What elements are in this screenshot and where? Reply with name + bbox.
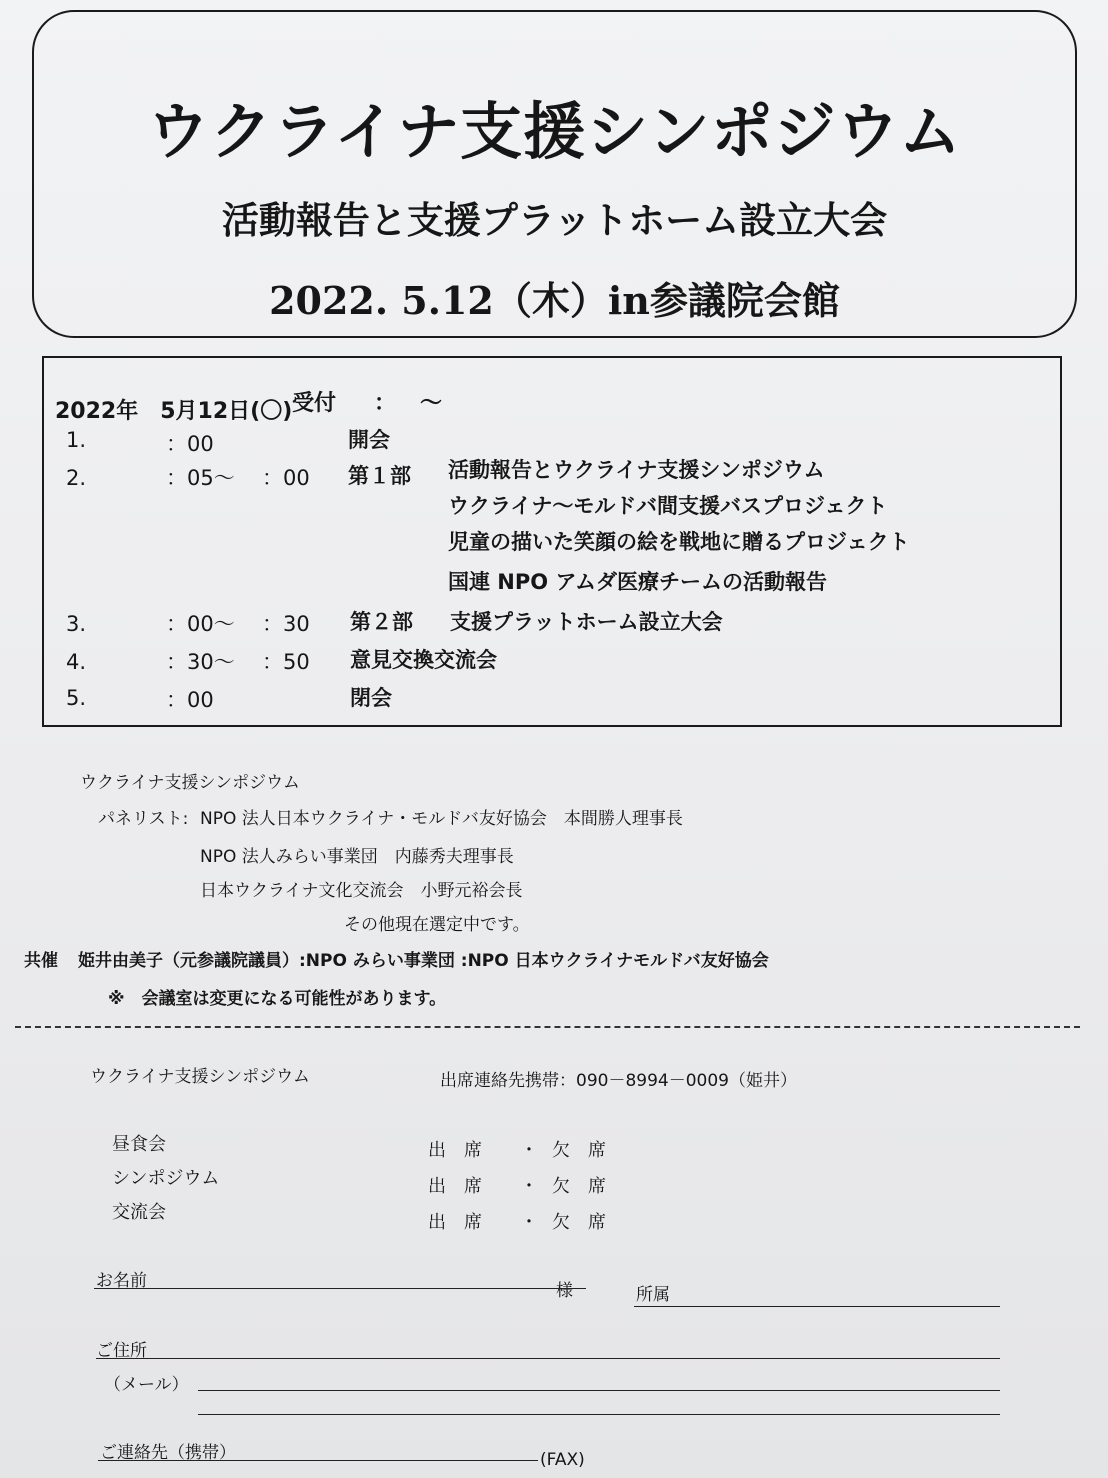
program-session-title: 国連 NPO アムダ医療チームの活動報告 bbox=[448, 570, 827, 594]
absent-option[interactable]: 欠 席 bbox=[552, 1176, 606, 1197]
event-date-venue: 2022. 5.12（木）in参議院会館 bbox=[269, 278, 840, 323]
program-item-number: 2. bbox=[66, 466, 87, 490]
program-item-number: 1. bbox=[66, 428, 87, 452]
attend-option[interactable]: 出 席 bbox=[428, 1212, 482, 1233]
address-label: ご住所 bbox=[96, 1341, 147, 1361]
attend-option[interactable]: 出 席 bbox=[428, 1176, 482, 1197]
attend-option[interactable]: 出 席 bbox=[428, 1140, 482, 1161]
panelists-others: その他現在選定中です。 bbox=[344, 915, 530, 935]
program-item-start: ：05～ bbox=[166, 466, 235, 490]
address-field[interactable] bbox=[96, 1358, 1000, 1359]
absent-option[interactable]: 欠 席 bbox=[552, 1140, 606, 1161]
page-subtitle: 活動報告と支援プラットホーム設立大会 bbox=[221, 198, 888, 242]
program-item-end: ：00 bbox=[262, 466, 310, 490]
program-session-title: 活動報告とウクライナ支援シンポジウム bbox=[448, 458, 825, 482]
program-item-start: ：00 bbox=[166, 688, 214, 712]
absent-option[interactable]: 欠 席 bbox=[552, 1212, 606, 1233]
program-item-label: 第１部 bbox=[348, 464, 411, 488]
option-separator: ・ bbox=[520, 1140, 538, 1161]
program-item-label: 意見交換交流会 bbox=[350, 648, 497, 672]
program-item-label: 第２部 bbox=[350, 610, 413, 634]
program-session-title: 支援プラットホーム設立大会 bbox=[450, 610, 723, 634]
program-session-title: 児童の描いた笑顔の絵を戦地に贈るプロジェクト bbox=[448, 530, 910, 554]
venue-change-note: ※ 会議室は変更になる可能性があります。 bbox=[108, 989, 447, 1009]
page-title: ウクライナ支援シンポジウム bbox=[147, 95, 962, 168]
reception-tilde: ～ bbox=[420, 391, 443, 416]
affiliation-field[interactable] bbox=[634, 1306, 1000, 1307]
panelist: 日本ウクライナ文化交流会 小野元裕会長 bbox=[200, 881, 523, 901]
mail-field[interactable] bbox=[198, 1390, 1000, 1391]
panelist: NPO 法人みらい事業団 内藤秀夫理事長 bbox=[200, 847, 514, 867]
panelists-label: パネリスト: bbox=[98, 809, 189, 829]
option-separator: ・ bbox=[520, 1176, 538, 1197]
cut-line bbox=[15, 1026, 1080, 1028]
title-box bbox=[32, 10, 1077, 338]
form-event-label: 昼食会 bbox=[112, 1134, 166, 1155]
program-item-number: 4. bbox=[66, 650, 87, 674]
name-label: お名前 bbox=[96, 1271, 147, 1291]
mail-label: （メール） bbox=[104, 1375, 189, 1395]
program-item-number: 5. bbox=[66, 686, 87, 710]
program-item-label: 閉会 bbox=[350, 686, 392, 710]
form-event-label: 交流会 bbox=[112, 1202, 166, 1223]
program-item-end: ：50 bbox=[262, 650, 310, 674]
sponsor-label: 共催 bbox=[24, 951, 58, 971]
address-extra-line[interactable] bbox=[198, 1414, 1000, 1415]
option-separator: ・ bbox=[520, 1212, 538, 1233]
program-date: 2022年 5月12日(〇) bbox=[55, 399, 293, 424]
program-item-end: ：30 bbox=[262, 612, 310, 636]
form-title: ウクライナ支援シンポジウム bbox=[90, 1067, 310, 1087]
sponsor-text: 姫井由美子（元参議院議員）:NPO みらい事業団 :NPO 日本ウクライナモルドバ友好協会 bbox=[78, 951, 769, 971]
program-item-start: ：00 bbox=[166, 432, 214, 456]
program-item-number: 3. bbox=[66, 612, 87, 636]
program-item-start: ：30～ bbox=[166, 650, 235, 674]
name-field[interactable] bbox=[94, 1288, 586, 1289]
phone-label: ご連絡先（携帯） bbox=[100, 1443, 236, 1463]
program-item-label: 開会 bbox=[348, 428, 390, 452]
form-event-label: シンポジウム bbox=[112, 1168, 220, 1189]
honorific-label: 様 bbox=[556, 1281, 573, 1301]
program-session-title: ウクライナ～モルドバ間支援バスプロジェクト bbox=[448, 494, 888, 518]
program-item-start: ：00～ bbox=[166, 612, 235, 636]
affiliation-label: 所属 bbox=[636, 1285, 670, 1305]
phone-field[interactable] bbox=[98, 1460, 538, 1461]
reception-colon: ： bbox=[374, 391, 397, 416]
form-contact: 出席連絡先携帯：090－8994－0009（姫井） bbox=[440, 1071, 797, 1091]
panel-heading: ウクライナ支援シンポジウム bbox=[80, 773, 300, 793]
fax-label: (FAX) bbox=[540, 1450, 585, 1470]
reception-label: 受付 bbox=[292, 391, 337, 416]
panelist: NPO 法人日本ウクライナ・モルドバ友好協会 本間勝人理事長 bbox=[200, 809, 683, 829]
